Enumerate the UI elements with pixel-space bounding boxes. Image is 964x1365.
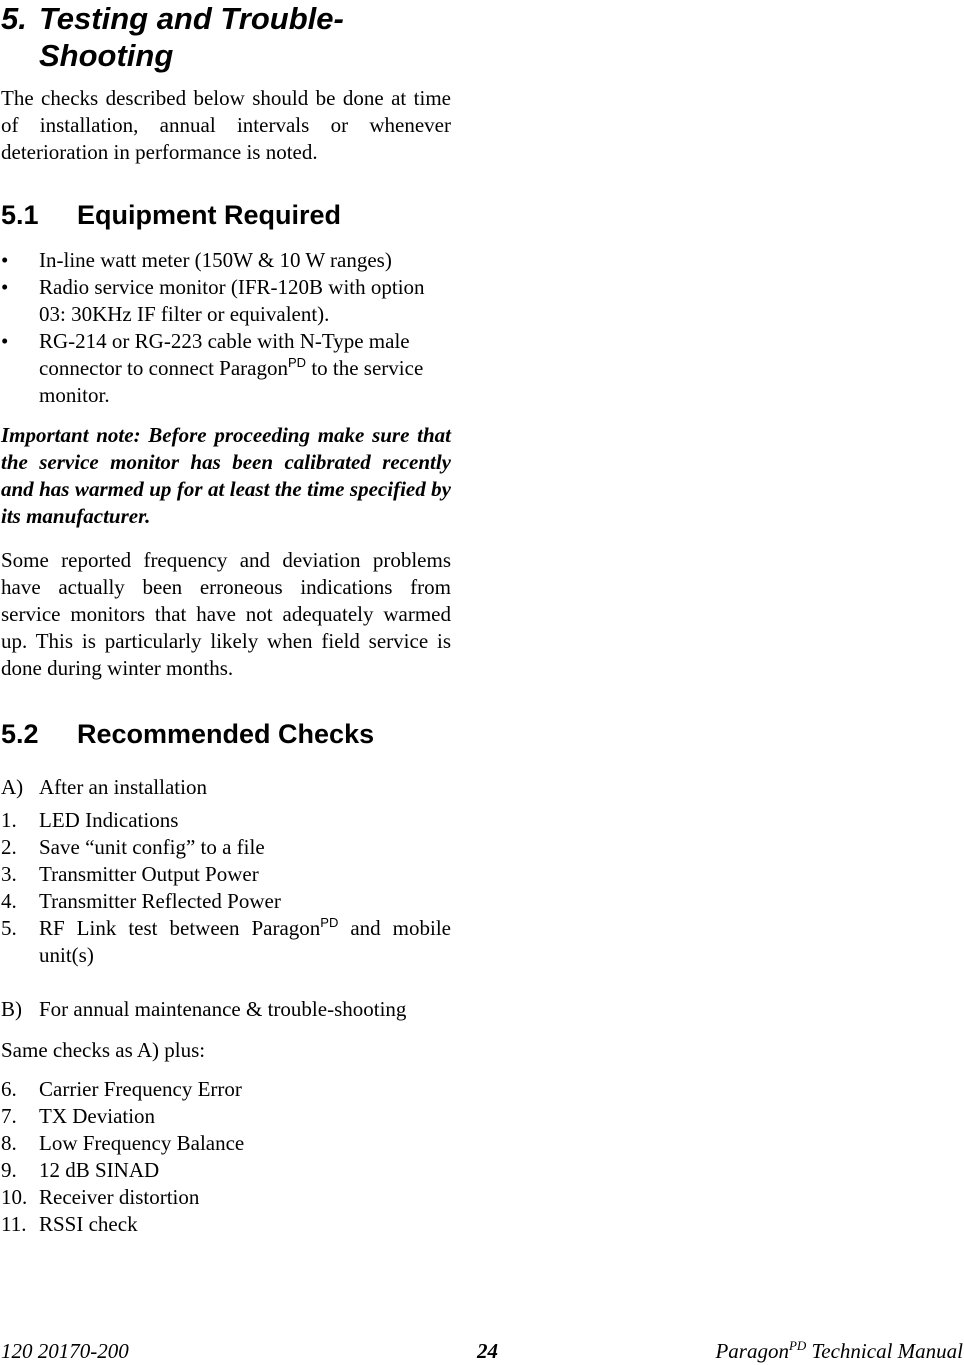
checks-title: Recommended Checks — [77, 719, 375, 749]
equipment-title: Equipment Required — [77, 200, 342, 230]
check-text-start: RF Link test between Paragon — [39, 916, 321, 940]
paragon-pd-superscript: PD — [288, 355, 307, 370]
check-text: RSSI check — [39, 1212, 138, 1236]
group-a-label: After an installation — [39, 775, 207, 799]
group-b-marker: B) — [1, 997, 22, 1021]
check-item — [1, 1157, 451, 1184]
group-b-heading — [1, 996, 451, 1023]
check-text: 12 dB SINAD — [39, 1158, 160, 1182]
check-number: 4. — [1, 889, 17, 913]
check-item — [1, 1103, 451, 1130]
group-a-marker: A) — [1, 775, 24, 799]
check-number: 1. — [1, 808, 17, 832]
check-number: 5. — [1, 916, 17, 940]
equipment-item — [1, 247, 451, 274]
check-number: 9. — [1, 1158, 17, 1182]
check-item — [1, 1076, 451, 1103]
check-item — [1, 834, 451, 861]
bullet-mark: • — [1, 275, 9, 299]
equipment-item-text-start: RG-214 or RG-223 cable with N-Type male connector to connect Paragon — [39, 329, 410, 380]
check-number: 11. — [1, 1212, 27, 1236]
equipment-list — [1, 247, 451, 409]
check-item — [1, 1211, 451, 1238]
check-item — [1, 807, 451, 834]
same-checks-text: Same checks as A) plus: — [1, 1038, 206, 1062]
check-item — [1, 888, 451, 915]
warmup-paragraph: Some reported frequency and deviation problems have actually been erroneous indications from service monitors that have not adequately warmed up. This is particularly likely when field service is done during winter months. — [1, 548, 451, 680]
section-number: 5. — [1, 1, 27, 36]
check-item — [1, 861, 451, 888]
equipment-item — [1, 328, 451, 409]
bullet-mark: • — [1, 248, 9, 272]
document-column — [1, 0, 451, 1238]
check-text: TX Deviation — [39, 1104, 156, 1128]
footer-pd-superscript: PD — [788, 1338, 807, 1353]
check-number: 2. — [1, 835, 17, 859]
check-number: 6. — [1, 1077, 17, 1101]
check-text: Transmitter Reflected Power — [39, 889, 281, 913]
footer-manual-title — [715, 1337, 963, 1365]
footer-page-number: 24 — [477, 1339, 498, 1363]
equipment-item-text: Radio service monitor (IFR-120B with option 03: 30KHz IF filter or equivalent). — [39, 275, 425, 326]
check-item — [1, 1184, 451, 1211]
footer-manual-name: Paragon — [715, 1339, 789, 1363]
check-text-end: and mobile unit(s) — [39, 916, 451, 967]
check-text: Transmitter Output Power — [39, 862, 259, 886]
page-footer — [1, 1337, 963, 1365]
paragon-pd-superscript: PD — [320, 915, 339, 930]
equipment-heading — [1, 199, 451, 231]
check-text: Low Frequency Balance — [39, 1131, 245, 1155]
check-text: LED Indications — [39, 808, 179, 832]
check-text: Save “unit config” to a file — [39, 835, 265, 859]
equipment-item-text — [39, 328, 451, 409]
checks-number: 5.2 — [1, 719, 39, 749]
intro-paragraph: The checks described below should be done at time of installation, annual intervals or whenever deterioration in performance is noted. — [1, 86, 451, 164]
check-text: Carrier Frequency Error — [39, 1077, 242, 1101]
important-note: Important note: Before proceeding make sure that the service monitor has been calibrated recently and has warmed up for at least the time specified by its manufacturer. — [1, 423, 451, 528]
check-text: Receiver distortion — [39, 1185, 200, 1209]
check-number: 3. — [1, 862, 17, 886]
equipment-item-text: In-line watt meter (150W & 10 W ranges) — [39, 248, 392, 272]
check-item — [1, 915, 451, 969]
group-b-label: For annual maintenance & trouble-shooting — [39, 997, 407, 1021]
check-number: 8. — [1, 1131, 17, 1155]
section-title: Testing and Trouble-Shooting — [39, 1, 344, 73]
check-number: 7. — [1, 1104, 17, 1128]
check-number: 10. — [1, 1185, 28, 1209]
equipment-item — [1, 274, 451, 328]
section-heading — [1, 0, 451, 74]
group-a-heading — [1, 774, 451, 801]
group-a-list — [1, 807, 451, 969]
bullet-mark: • — [1, 329, 9, 353]
check-item — [1, 1130, 451, 1157]
equipment-number: 5.1 — [1, 200, 39, 230]
checks-heading — [1, 718, 451, 750]
footer-doc-number: 120 20170-200 — [1, 1339, 129, 1363]
group-b-list — [1, 1076, 451, 1238]
footer-manual-suffix: Technical Manual — [806, 1339, 963, 1363]
equipment-item-text-end: to the service monitor. — [39, 356, 424, 407]
check-text — [39, 915, 451, 969]
